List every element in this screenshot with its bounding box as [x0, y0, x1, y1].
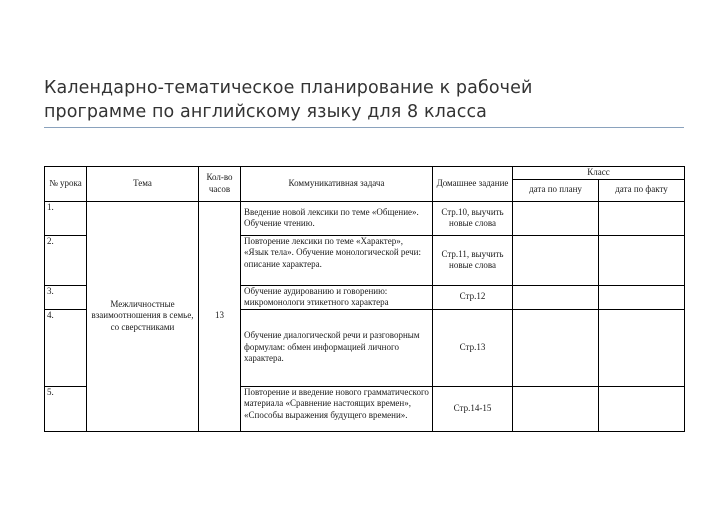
homework-cell: Стр.10, выучить новые слова — [433, 201, 513, 235]
date-plan-cell — [513, 235, 599, 285]
topic-cell: Межличностные взаимоотношения в семье, со сверстниками — [87, 201, 199, 431]
header-homework: Домашнее задание — [433, 167, 513, 202]
date-fact-cell — [599, 309, 685, 386]
date-plan-cell — [513, 201, 599, 235]
lesson-number: 1. — [45, 201, 87, 235]
task-cell: Обучение аудированию и говорению: микромонологи этикетного характера — [241, 285, 433, 309]
lesson-number: 2. — [45, 235, 87, 285]
homework-cell: Стр.13 — [433, 309, 513, 386]
date-fact-cell — [599, 235, 685, 285]
hours-cell: 13 — [199, 201, 241, 431]
header-date-plan: дата по плану — [513, 179, 599, 201]
task-cell: Повторение лексики по теме «Характер», «Язык тела». Обучение монологической речи: описание характера. — [241, 235, 433, 285]
homework-cell: Стр.14-15 — [433, 386, 513, 431]
date-plan-cell — [513, 285, 599, 309]
header-hours: Кол-во часов — [199, 167, 241, 202]
title-line-2: программе по английскому языку для 8 класса — [44, 102, 487, 122]
header-topic: Тема — [87, 167, 199, 202]
page-title — [44, 76, 684, 124]
task-cell: Повторение и введение нового грамматического материала «Сравнение настоящих времен», «Способы выражения будущего времени». — [241, 386, 433, 431]
header-number: № урока — [45, 167, 87, 202]
date-plan-cell — [513, 309, 599, 386]
title-divider — [44, 127, 684, 128]
header-date-fact: дата по факту — [599, 179, 685, 201]
date-fact-cell — [599, 386, 685, 431]
title-line-1: Календарно-тематическое планирование к рабочей — [44, 78, 533, 98]
homework-cell: Стр.11, выучить новые слова — [433, 235, 513, 285]
header-class: Класс — [513, 167, 685, 180]
date-fact-cell — [599, 201, 685, 235]
header-communicative-task: Коммуникативная задача — [241, 167, 433, 202]
date-plan-cell — [513, 386, 599, 431]
homework-cell: Стр.12 — [433, 285, 513, 309]
task-cell: Введение новой лексики по теме «Общение». Обучение чтению. — [241, 201, 433, 235]
lesson-number: 5. — [45, 386, 87, 431]
planning-table — [44, 166, 685, 432]
date-fact-cell — [599, 285, 685, 309]
lesson-number: 4. — [45, 309, 87, 386]
task-cell: Обучение диалогической речи и разговорным формулам: обмен информацией личного характера. — [241, 309, 433, 386]
lesson-number: 3. — [45, 285, 87, 309]
table-row — [45, 201, 685, 235]
